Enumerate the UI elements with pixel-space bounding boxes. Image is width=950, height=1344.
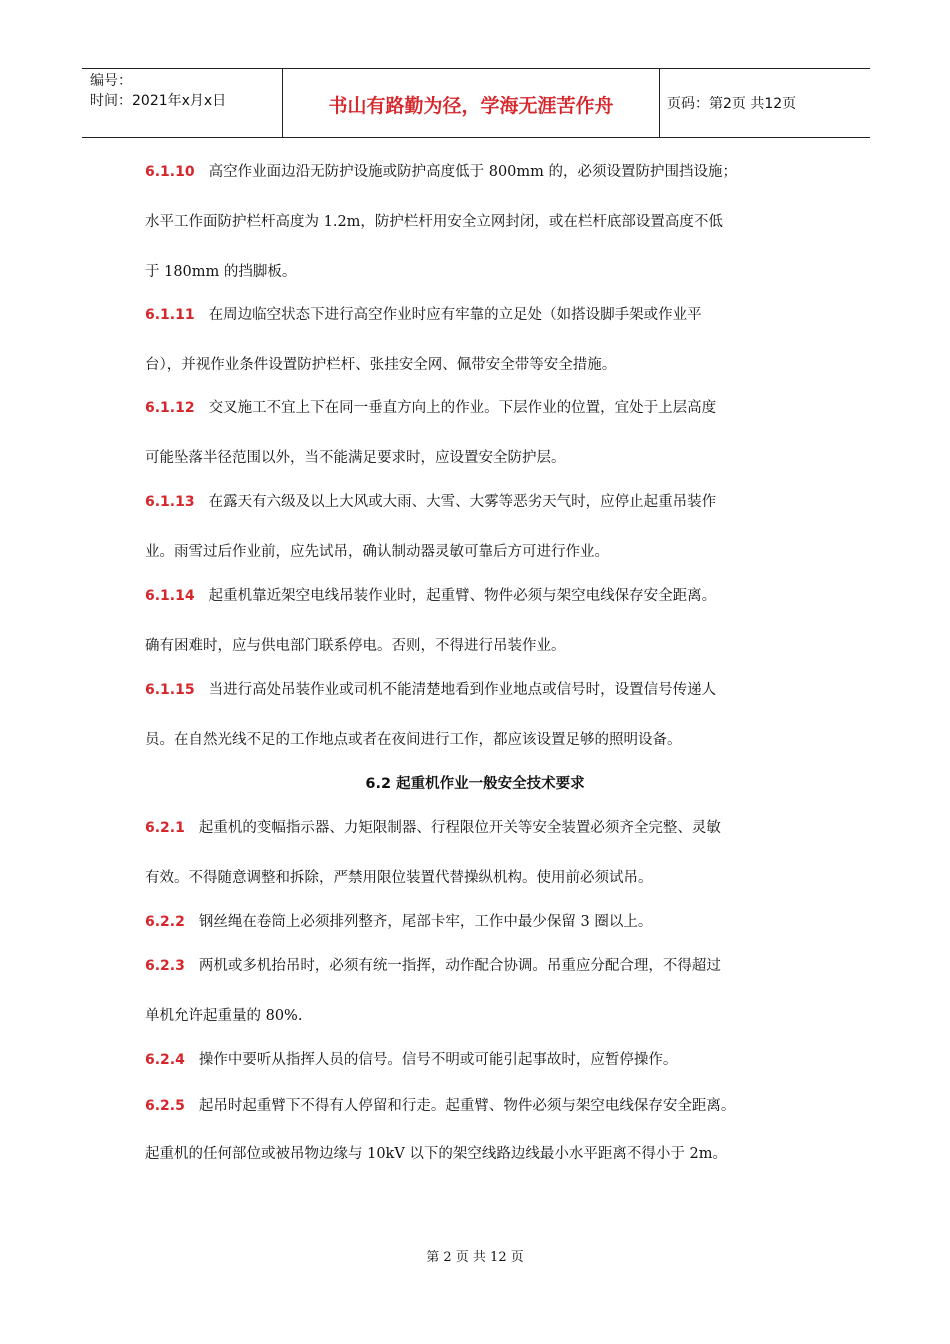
- time-label: 时间：2021年x月x日: [90, 93, 227, 109]
- page-label: 页码：第2页 共12页: [667, 96, 797, 112]
- clause-line: 有效。不得随意调整和拆除，严禁用限位装置代替操纵机构。使用前必须试吊。: [145, 870, 653, 886]
- clause-line: [145, 305, 702, 325]
- clause-number: 6.1.10: [145, 164, 195, 180]
- clause-number: 6.2.3: [145, 958, 185, 974]
- clause-text: 起吊时起重臂下不得有人停留和行走。起重臂、物件必须与架空电线保存安全距离。: [198, 1098, 736, 1114]
- clause-line: [145, 586, 716, 606]
- clause-line: 业。雨雪过后作业前，应先试吊，确认制动器灵敏可靠后方可进行作业。: [145, 544, 609, 560]
- section-title: 6.2 起重机作业一般安全技术要求: [365, 776, 585, 792]
- clause-text: 在周边临空状态下进行高空作业时应有牢靠的立足处（如搭设脚手架或作业平: [208, 307, 702, 323]
- clause-text: 当进行高处吊装作业或司机不能清楚地看到作业地点或信号时，设置信号传递人: [208, 682, 717, 698]
- clause-text: 在露天有六级及以上大风或大雨、大雪、大雾等恶劣天气时，应停止起重吊装作: [208, 494, 717, 510]
- clause-line: [145, 398, 716, 418]
- clause-line: 可能坠落半径范围以外，当不能满足要求时，应设置安全防护层。: [145, 450, 566, 466]
- clause-number: 6.1.11: [145, 307, 195, 323]
- clause-text: 操作中要听从指挥人员的信号。信号不明或可能引起事故时，应暂停操作。: [198, 1052, 678, 1068]
- header-motto-cell: [282, 69, 660, 137]
- clause-text: 起重机靠近架空电线吊装作业时，起重臂、物件必须与架空电线保存安全距离。: [208, 588, 717, 604]
- clause-line: 水平工作面防护栏杆高度为 1.2m，防护栏杆用安全立网封闭，或在栏杆底部设置高度不低: [145, 214, 723, 230]
- clause-number: 6.1.13: [145, 494, 195, 510]
- clause-number: 6.2.5: [145, 1098, 185, 1114]
- clause-text: 交叉施工不宜上下在同一垂直方向上的作业。下层作业的位置，宜处于上层高度: [208, 400, 717, 416]
- clause-line: [145, 492, 716, 512]
- clause-line: [145, 162, 737, 182]
- clause-line: 起重机的任何部位或被吊物边缘与 10kV 以下的架空线路边线最小水平距离不得小于 2m。: [145, 1146, 728, 1162]
- motto: 书山有路勤为径，学海无涯苦作舟: [328, 95, 614, 117]
- page-footer: 第 2 页 共 12 页: [426, 1250, 524, 1265]
- clause-line: [145, 680, 716, 700]
- code-label: 编号：: [90, 73, 132, 89]
- clause-line: [145, 1096, 735, 1116]
- header-right-cell: [659, 69, 870, 137]
- clause-line: 于 180mm 的挡脚板。: [145, 264, 297, 280]
- clause-line: 台），并视作业条件设置防护栏杆、张挂安全网、佩带安全带等安全措施。: [145, 357, 617, 373]
- clause-number: 6.2.4: [145, 1052, 185, 1068]
- header-left-cell: [82, 69, 282, 137]
- clause-text: 起重机的变幅指示器、力矩限制器、行程限位开关等安全装置必须齐全完整、灵敏: [198, 820, 721, 836]
- clause-text: 钢丝绳在卷筒上必须排列整齐，尾部卡牢，工作中最少保留 3 圈以上。: [198, 914, 653, 930]
- clause-text: 高空作业面边沿无防护设施或防护高度低于 800mm 的，必须设置防护围挡设施；: [208, 164, 737, 180]
- clause-number: 6.2.1: [145, 820, 185, 836]
- clause-line: 单机允许起重量的 80%.: [145, 1008, 303, 1024]
- clause-number: 6.2.2: [145, 914, 185, 930]
- clause-line: 确有困难时，应与供电部门联系停电。否则，不得进行吊装作业。: [145, 638, 566, 654]
- page-header: [82, 68, 870, 138]
- clause-number: 6.1.14: [145, 588, 195, 604]
- clause-line: [145, 1050, 677, 1070]
- clause-line: [145, 956, 721, 976]
- clause-line: [145, 912, 652, 932]
- clause-line: [145, 818, 721, 838]
- clause-number: 6.1.12: [145, 400, 195, 416]
- clause-number: 6.1.15: [145, 682, 195, 698]
- clause-line: 员。在自然光线不足的工作地点或者在夜间进行工作，都应该设置足够的照明设备。: [145, 732, 682, 748]
- clause-text: 两机或多机抬吊时，必须有统一指挥，动作配合协调。吊重应分配合理，不得超过: [198, 958, 721, 974]
